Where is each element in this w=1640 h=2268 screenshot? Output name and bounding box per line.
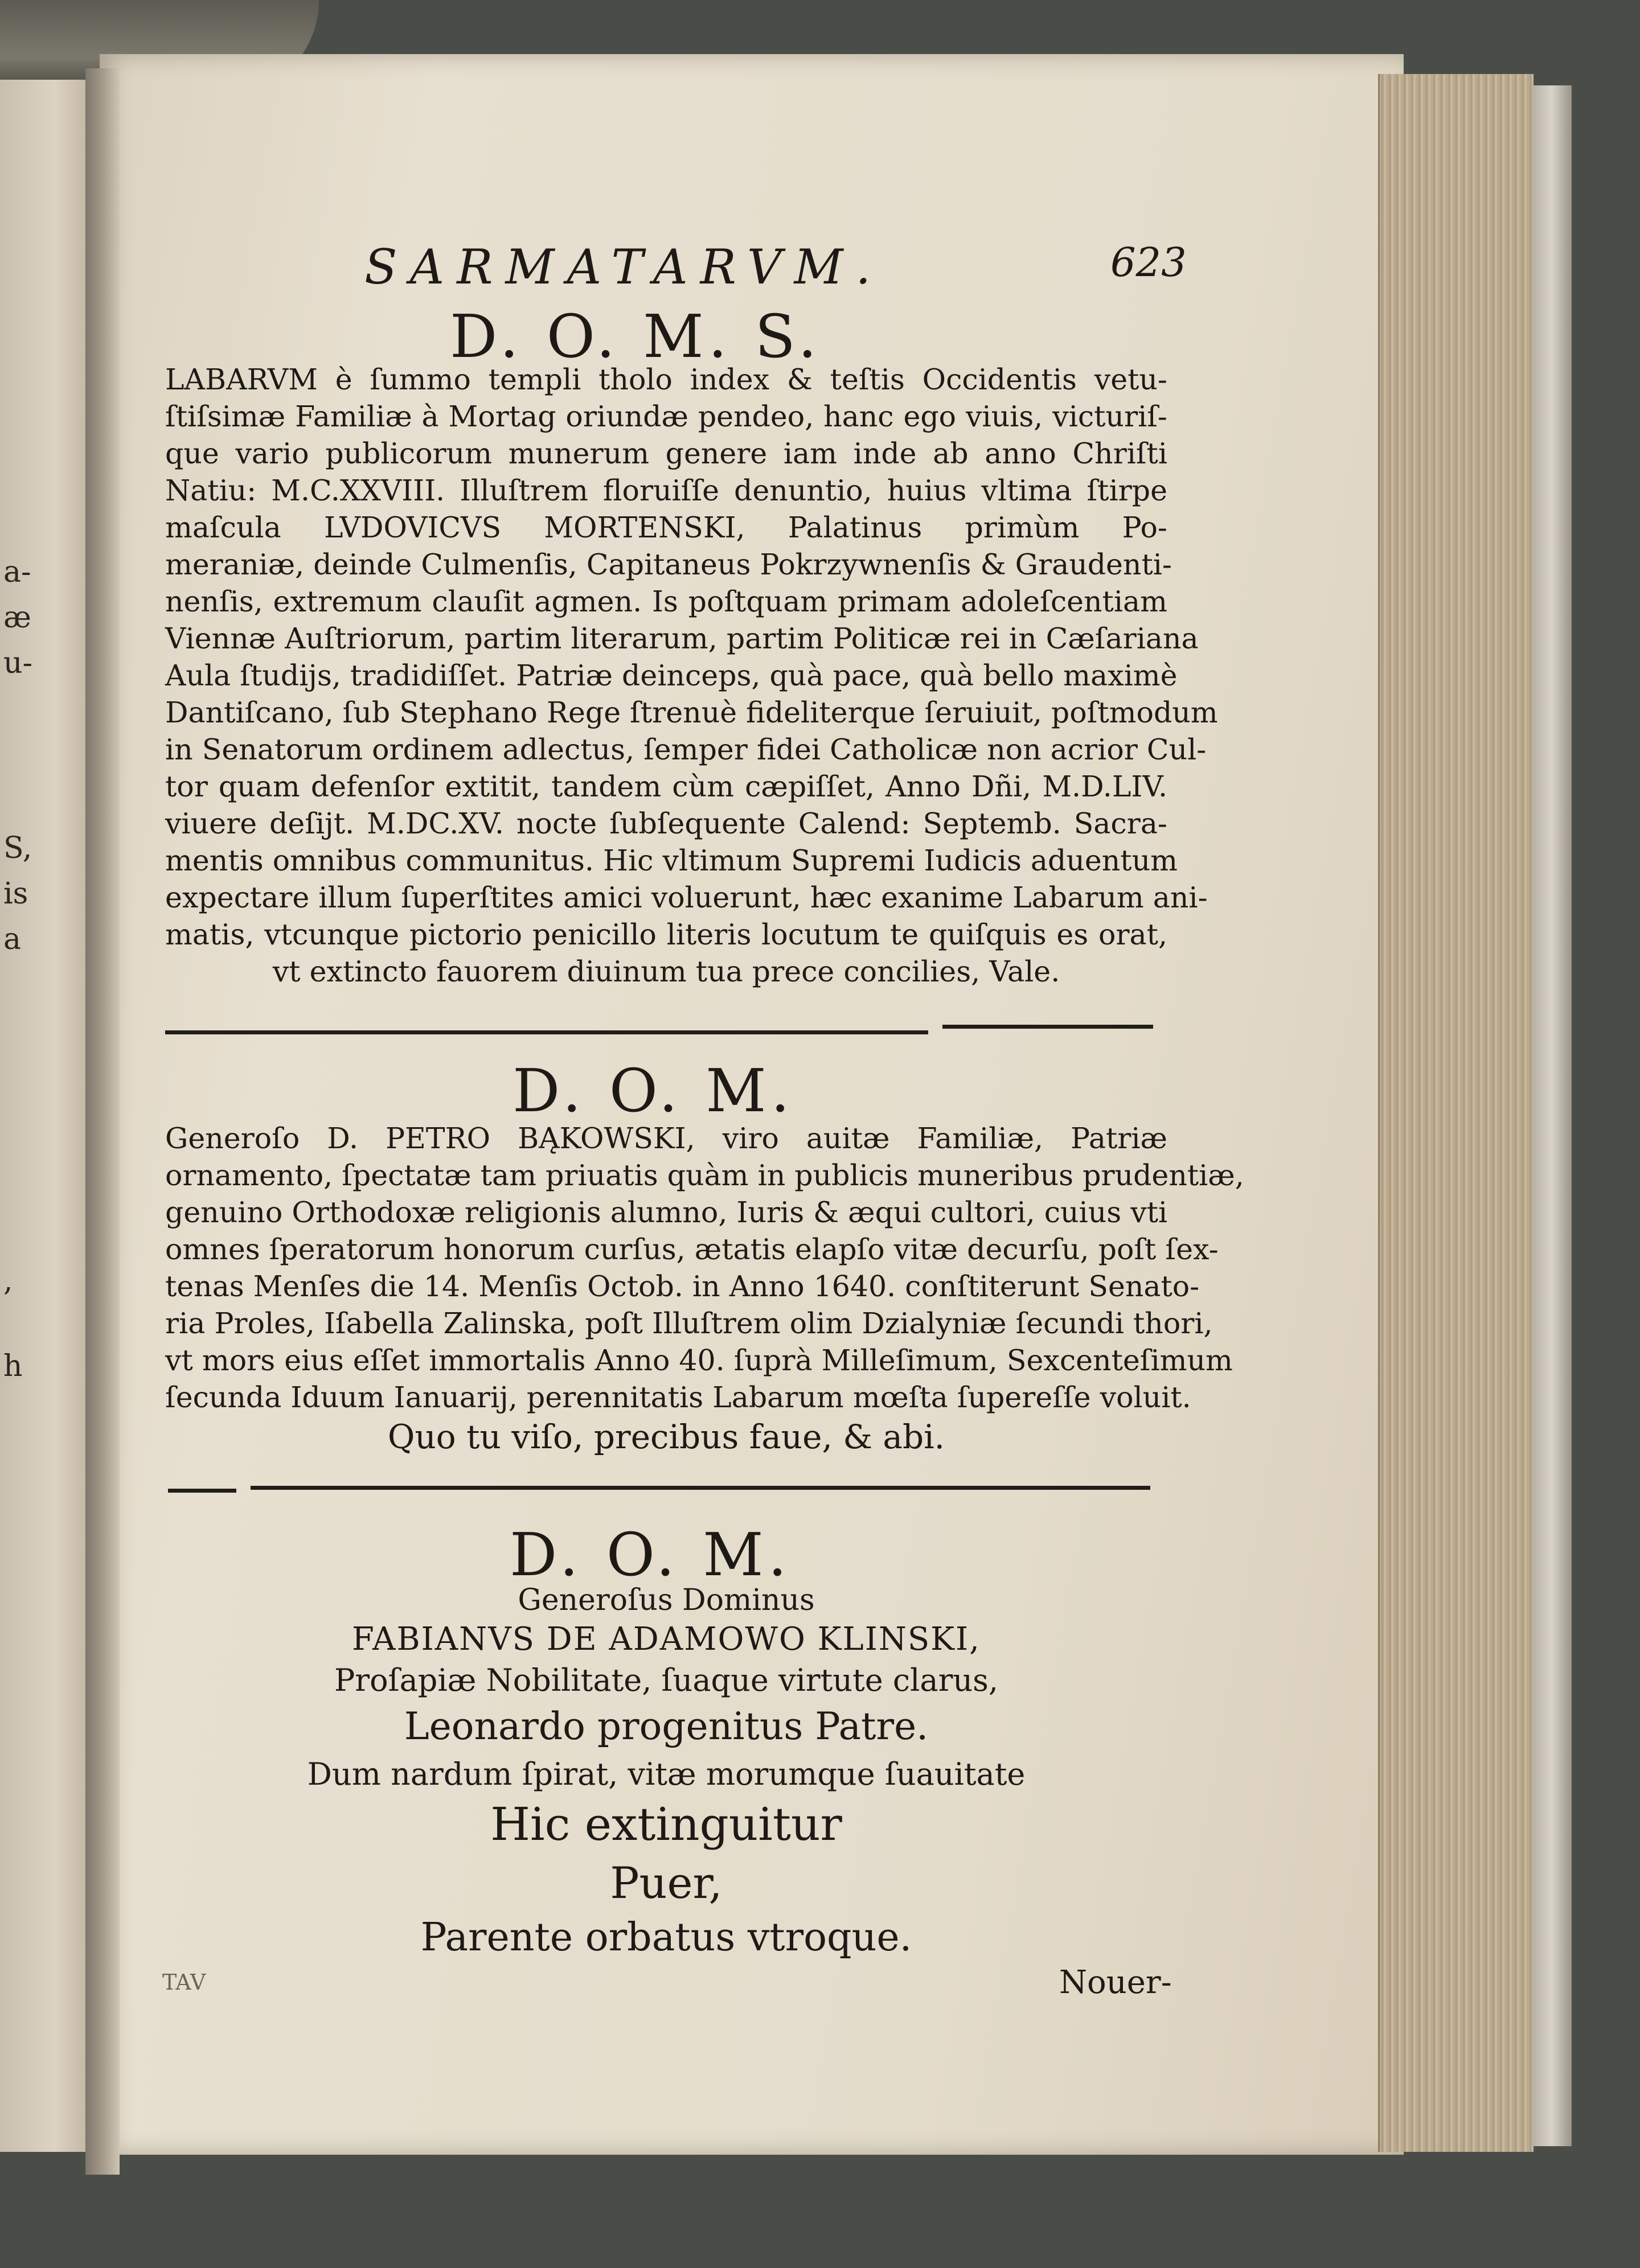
epitaph1-line: matis, vtcunque pictorio penicillo literis locutum te quiſquis es orat, [165, 918, 1167, 951]
epitaph3-line: Puer, [610, 1858, 723, 1908]
epitaph3-line: Parente orbatus vtroque. [420, 1915, 912, 1960]
epitaph2-line: genuino Orthodoxæ religionis alumno, Iuris & æqui cultori, cuius vti [165, 1195, 1168, 1229]
epitaph2-heading: D. O. M. [512, 1056, 794, 1125]
page-number: 623 [1110, 239, 1187, 286]
epitaph1-line: meraniæ, deinde Culmenſis, Capitaneus Pokrzywnenſis & Graudenti- [165, 548, 1172, 581]
epitaph1-line: Viennæ Auſtriorum, partim literarum, partim Politicæ rei in Cæſariana [165, 622, 1199, 655]
margin-smudge: TAV [162, 1970, 206, 1995]
epitaph1-line: Aula ſtudijs, tradidiſſet. Patriæ deinceps, quà pace, quà bello maximè [165, 659, 1178, 692]
left-page-fragment: S, [3, 831, 32, 865]
catchword: Nouer- [1059, 1964, 1172, 2001]
epitaph1-line: Natiu: M.C.XXVIII. Illuſtrem floruiſſe denuntio, huius vltima ſtirpe [165, 474, 1167, 507]
epitaph1-line: maſcula LVDOVICVS MORTENSKI, Palatinus primùm Po- [165, 511, 1167, 544]
section-rule [168, 1489, 236, 1493]
left-page-fragment: h [3, 1349, 23, 1383]
section-rule [942, 1025, 1153, 1029]
left-page-fragment: is [3, 877, 28, 911]
running-head: SARMATARVM. [364, 239, 884, 295]
epitaph3-line: FABIANVS DE ADAMOWO KLINSKI, [352, 1621, 981, 1658]
left-page-fragment: æ [3, 601, 31, 635]
epitaph3-line: Proſapiæ Nobilitate, ſuaque virtute clarus, [334, 1662, 999, 1698]
epitaph1-line: in Senatorum ordinem adlectus, ſemper fidei Catholicæ non acrior Cul- [165, 733, 1207, 766]
epitaph1-line: LABARVM è ſummo templi tholo index & teſtis Occidentis vetu- [165, 363, 1167, 396]
epitaph1-line: ſtiſsimæ Familiæ à Mortag oriundæ pendeo, hanc ego viuis, victuriſ- [165, 400, 1167, 433]
epitaph3-line: Hic extinguitur [490, 1798, 842, 1851]
epitaph3-heading: D. O. M. [510, 1520, 792, 1589]
epitaph2-line: Generoſo D. PETRO BĄKOWSKI, viro auitæ Familiæ, Patriæ [165, 1121, 1167, 1155]
epitaph2-line: ria Proles, Iſabella Zalinska, poſt Illuſtrem olim Dzialyniæ ſecundi thori, [165, 1306, 1213, 1340]
epitaph2-line: ſecunda Iduum Ianuarij, perennitatis Labarum mœſta ſupereſſe voluit. [165, 1380, 1191, 1414]
left-page-fragment: a- [3, 555, 31, 589]
section-rule [165, 1030, 928, 1034]
epitaph1-line: viuere deſijt. M.DC.XV. nocte ſubſequente Calend: Septemb. Sacra- [165, 807, 1167, 840]
left-page-fragment: u- [3, 646, 33, 680]
epitaph1-line: tor quam defenſor extitit, tandem cùm cæpiſſet, Anno Dñi, M.D.LIV. [165, 770, 1167, 803]
epitaph2-line: vt mors eius eſſet immortalis Anno 40. ſuprà Milleſimum, Sexcenteſimum [165, 1343, 1233, 1377]
section-rule [251, 1486, 1150, 1490]
epitaph1-line: expectare illum ſuperſtites amici voluerunt, hæc exanime Labarum ani- [165, 881, 1208, 914]
epitaph2-line: tenas Menſes die 14. Menſis Octob. in Anno 1640. conſtiterunt Senato- [165, 1269, 1200, 1303]
epitaph2-line: omnes ſperatorum honorum curſus, ætatis elapſo vitæ decurſu, poſt ſex- [165, 1232, 1219, 1266]
epitaph2-line: ornamento, ſpectatæ tam priuatis quàm in publicis muneribus prudentiæ, [165, 1158, 1244, 1192]
left-page-fragment: a [3, 922, 22, 956]
epitaph1-line: nenſis, extremum clauſit agmen. Is poſtquam primam adoleſcentiam [165, 585, 1167, 618]
epitaph1-heading: D. O. M. S. [450, 302, 822, 371]
left-page-fragment: , [3, 1264, 13, 1298]
epitaph3-line: Dum nardum ſpirat, vitæ morumque ſuauitate [307, 1756, 1026, 1792]
epitaph3-line: Generoſus Dominus [518, 1583, 815, 1617]
epitaph3-line: Leonardo progenitus Patre. [404, 1704, 929, 1748]
epitaph1-line: Dantiſcano, ſub Stephano Rege ſtrenuè fideliterque ſeruiuit, poſtmodum [165, 696, 1218, 729]
epitaph1-line: que vario publicorum munerum genere iam inde ab anno Chriſti [165, 437, 1167, 470]
epitaph2-closing: Quo tu viſo, precibus faue, & abi. [387, 1418, 945, 1456]
epitaph1-line: mentis omnibus communitus. Hic vltimum Supremi Iudicis aduentum [165, 844, 1178, 877]
epitaph1-line: vt extincto fauorem diuinum tua prece concilies, Vale. [272, 955, 1060, 988]
